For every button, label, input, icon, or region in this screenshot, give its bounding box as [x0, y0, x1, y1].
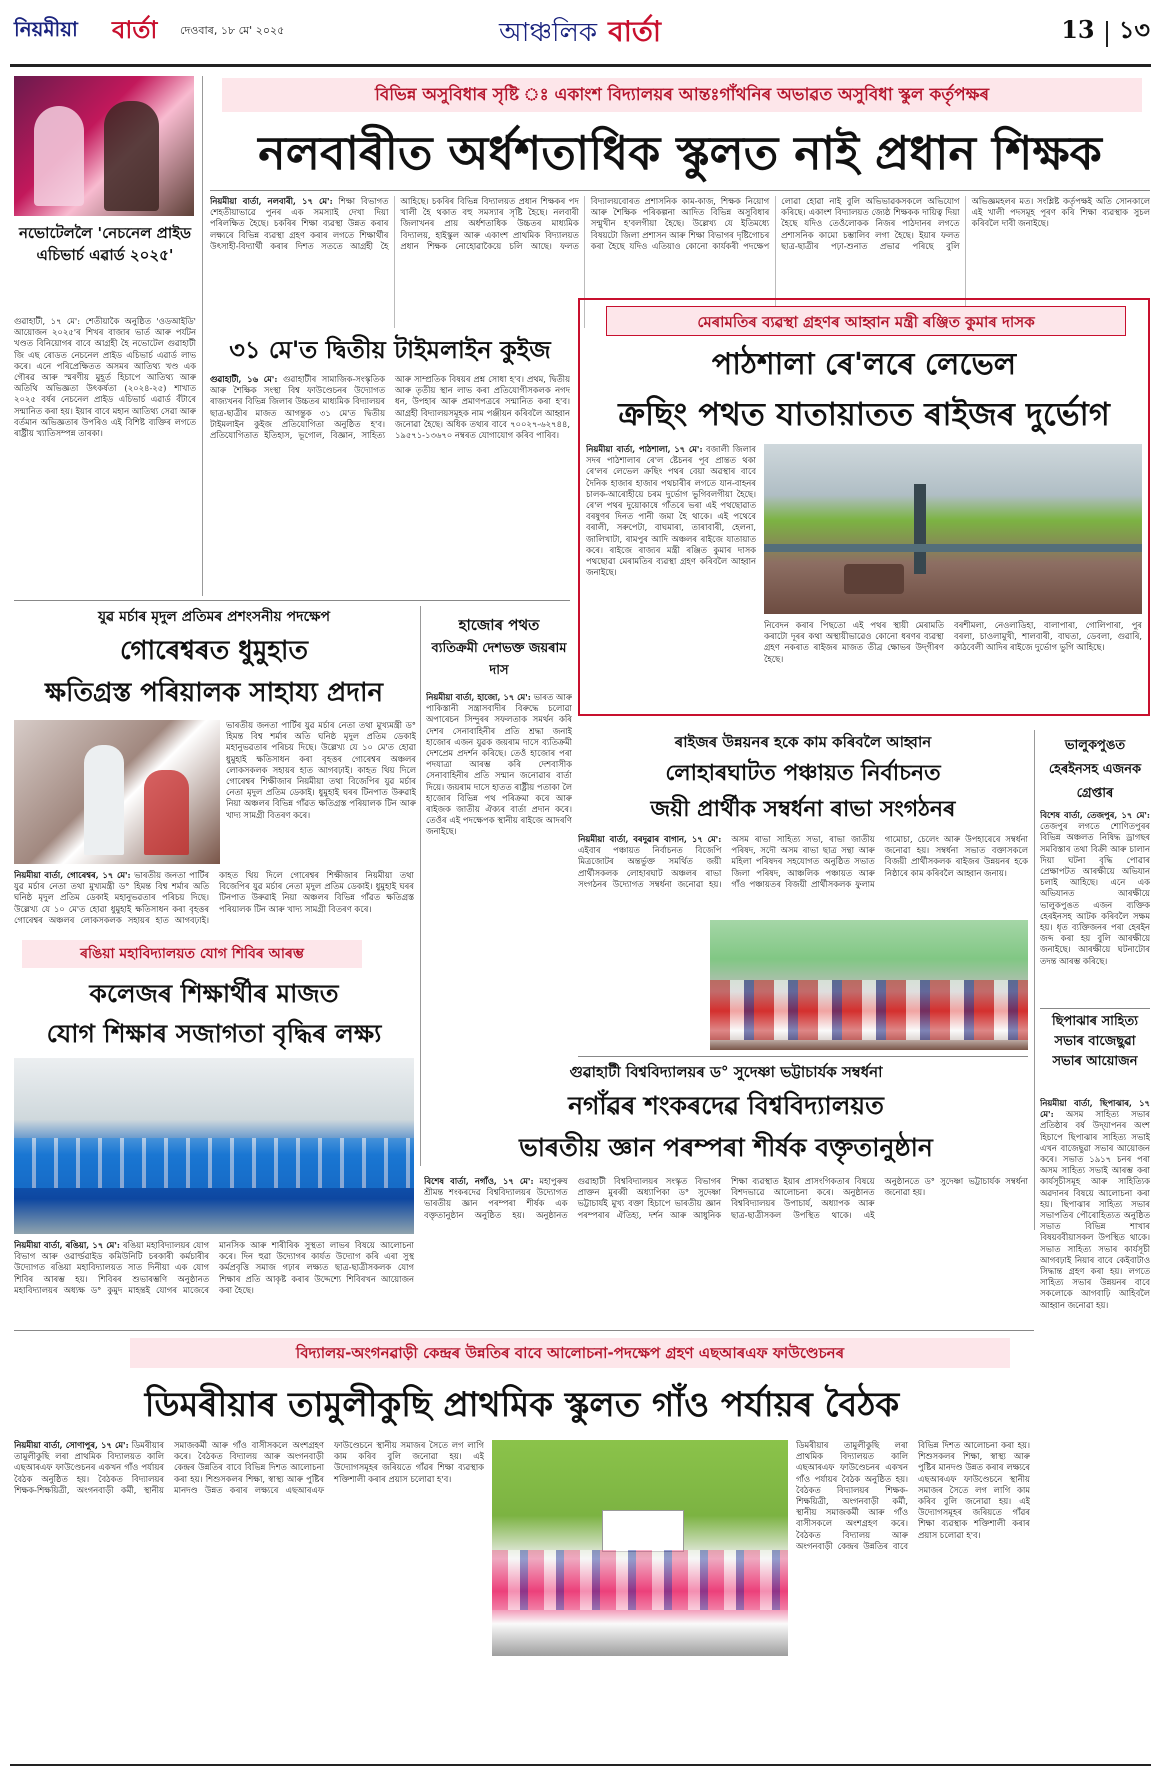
lohar-group-photo [710, 920, 1028, 1050]
yoga-headline-2: যোগ শিক্ষাৰ সজাগতা বৃদ্ধিৰ লক্ষ্য [46, 1019, 382, 1048]
hajo-kicker: হাজোৰ পথত [458, 616, 540, 634]
lohar-body: নিয়মীয়া বাৰ্তা, বৰদুৱাৰ বাগান, ১৭ মে': এইবাৰ পঞ্চায়ত নিৰ্বাচনত বিজেপি মিত্ৰজোটৰ অন্তৰ্ভুক্ত সমৰ্থিত জয়ী প্ৰাৰ্থীসকলক লোহাৰঘাট অঞ্চলৰ ৰাভা সংগঠনৰ উদ্যোগত সম্বৰ্ধনা জনোৱা হয়। অসম ৰাভা সাহিত্য সভা, ৰাভা জাতীয় পৰিষদ, সদৌ অসম ৰাভা ছাত্ৰ সন্থা আৰু মহিলা পৰিষদৰ সহযোগত অনুষ্ঠিত সভাত জিলা পৰিষদ, আঞ্চলিক পঞ্চায়ত আৰু গাঁও পঞ্চায়তৰ বিজয়ী প্ৰাৰ্থীসকলক ফুলাম গামোচা, চেলেং আৰু উপহাৰেৰে সম্বৰ্ধনা জনোৱা হয়। সম্বৰ্ধনা সভাত বক্তাসকলে বিজয়ী প্ৰাৰ্থীসকলক ৰাইজৰ উন্নয়নৰ হকে নিষ্ঠাৰে কাম কৰিবলৈ আহ্বান জনায়। [578, 834, 1028, 889]
yoga-photo [14, 1058, 414, 1234]
gu-headline-2: ভাৰতীয় জ্ঞান পৰম্পৰা শীৰ্ষক বক্তৃতানুষ্ঠান [519, 1133, 933, 1162]
award-photo [14, 76, 194, 216]
lohar-headline-2: জয়ী প্ৰাৰ্থীক সম্বৰ্ধনা ৰাভা সংগঠনৰ [650, 797, 956, 822]
goreswar-headline-1: গোৰেশ্বৰত ধুমুহাত [120, 636, 308, 666]
dimoria-headline: ডিমৰীয়াৰ তামুলীকুছি প্ৰাথমিক স্কুলত গাঁও পৰ্যায়ৰ বৈঠক [144, 1385, 900, 1425]
hajo-headline: ব্যতিক্ৰমী দেশভক্ত জয়ৰাম দাস [431, 641, 567, 678]
award-headline: নভোটেললৈ 'নেচনেল প্ৰাইড এচিভাৰ্চ এৱাৰ্ড ২০২৫' [18, 224, 192, 264]
footer-rule [10, 1764, 1151, 1766]
goreswar-headline-2: ক্ষতিগ্ৰস্ত পৰিয়ালক সাহায্য প্ৰদান [44, 678, 384, 708]
kicker-band-1: বিভিন্ন অসুবিধাৰ সৃষ্টি ঃ একাংশ বিদ্যালয়ৰ আন্তঃগাঁথনিৰ অভাৱত অসুবিধা স্কুল কৰ্তৃপক্ষৰ [222, 78, 1142, 112]
chipajhar-headline: ছিপাঝাৰ সাহিত্য সভাৰ বাজেছুৱা সভাৰ আয়োজন [1051, 1014, 1139, 1069]
brand-right: বাৰ্তা [112, 16, 158, 44]
dimoria-kicker: বিদ্যালয়-অংগনৱাড়ী কেন্দ্ৰৰ উন্নতিৰ বাবে আলোচনা-পদক্ষেপ গ্ৰহণ এছআৰএফ ফাউণ্ডেচনৰ [130, 1338, 1010, 1368]
lohar-headline-1: লোহাৰঘাটত পঞ্চায়ত নিৰ্বাচনত [665, 761, 941, 786]
goreswar-photo [14, 720, 220, 864]
masthead [0, 0, 1161, 62]
gu-kicker: গুৱাহাটী বিশ্ববিদ্যালয়ৰ ড° সুদেষ্ণা ভট্টাচাৰ্যক সম্বৰ্ধনা [569, 1063, 883, 1081]
hajo-body: নিয়মীয়া বাৰ্তা, হাজো, ১৭ মে': ভাৰত আৰু পাকিস্তানী সন্ত্ৰাসবাদীৰ বিৰুদ্ধে চলোৱা অপাৰেচন সিন্দুৰৰ সফলতাক সমৰ্থন কৰি দেশৰ সেনাবাহিনীৰ প্ৰতি শ্ৰদ্ধা জনাই হাজোৰ এজন যুৱক জয়ৰাম দাসে ব্যতিক্ৰমী দেশপ্ৰেম প্ৰদৰ্শন কৰিছে। তেওঁ হাজোৰ পৰা পদযাত্ৰা আৰম্ভ কৰি দেশবাসীক সেনাবাহিনীৰ প্ৰতি সন্মান জনোৱাৰ বাৰ্তা দিয়ে। জয়ৰাম দাসে হাতত ৰাষ্ট্ৰীয় পতাকা লৈ হাজোৰ বিভিন্ন পথ পৰিক্ৰমা কৰে আৰু ৰাইজক জাতীয় ঐক্যৰ বাৰ্তা প্ৰদান কৰে। তেওঁৰ এই পদক্ষেপক স্থানীয় ৰাইজে আদৰণি জনাইছে। [426, 692, 572, 837]
bhalukpung-body: বিশেষ বাৰ্তা, তেজপুৰ, ১৭ মে': তেজপুৰ লগতে শোণিতপুৰৰ বিভিন্ন অঞ্চলত নিষিদ্ধ ড্ৰাগছৰ সমবিস্তাৰ তথা বিক্ৰী আৰু চালান দিয়া ঘটনা বৃদ্ধি পোৱাৰ প্ৰেক্ষাপটত আৰক্ষীয়ে অভিযান চলাই আহিছে। এনে এক অভিযানত আৰক্ষীয়ে ভালুকপুঙত এজন ব্যক্তিক হেৰইনসহ আটক কৰিবলৈ সক্ষম হয়। ধৃত ব্যক্তিজনৰ পৰা হেৰইন জব্দ কৰা হয় বুলি আৰক্ষীয়ে জনাইছে। আৰক্ষীয়ে ঘটনাটোৰ তদন্ত আৰম্ভ কৰিছে। [1040, 810, 1150, 966]
rail-photo [764, 444, 1142, 614]
goreswar-kicker: যুৱ মৰ্চাৰ মৃদুল প্ৰতিমৰ প্ৰশংসনীয় পদক্ষেপ [97, 609, 331, 625]
dimoria-body-cont: ডিমৰীয়াৰ তামুলীকুছি লৰা প্ৰাথমিক বিদ্যালয়ত কালি এছআৰএফ ফাউণ্ডেচনৰ একখন গাঁও পৰ্যায়ৰ বৈঠক অনুষ্ঠিত হয়। বৈঠকত বিদ্যালয়ৰ শিক্ষক-শিক্ষয়িত্ৰী, অংগনবাড়ী কৰ্মী, স্থানীয় সমাজকৰ্মী আৰু গাঁও বাসীসকলে অংশগ্ৰহণ কৰে। বৈঠকত বিদ্যালয় আৰু অংগনবাড়ী কেন্দ্ৰৰ উন্নতিৰ বাবে বিভিন্ন দিশত আলোচনা কৰা হয়। শিশুসকলৰ শিক্ষা, স্বাস্থ্য আৰু পুষ্টিৰ মানদণ্ড উন্নত কৰাৰ লক্ষ্যৰে এছআৰএফ ফাউণ্ডেচনে স্থানীয় সমাজৰ সৈতে লগ লাগি কাম কৰিব বুলি জনোৱা হয়। এই উদ্যোগসমূহৰ জৰিয়তে গাঁৱৰ শিক্ষা ব্যৱস্থাক শক্তিশালী কৰাৰ প্ৰয়াস চলোৱা হ'ব। [796, 1440, 1030, 1551]
lohar-kicker: ৰাইজৰ উন্নয়নৰ হকে কাম কৰিবলৈ আহ্বান [674, 733, 932, 751]
goreswar-body: নিয়মীয়া বাৰ্তা, গোৰেশ্বৰ, ১৭ মে': ভাৰতীয় জনতা পাৰ্টিৰ যুৱ মৰ্চাৰ নেতা তথা মুখ্যমন্ত্ৰী ড° হিমন্ত বিশ্ব শৰ্মাৰ অতি ঘনিষ্ঠ মৃদুল প্ৰতিম ডেকাই মহানুভৱতাৰ পৰিচয় দিছে। উল্লেখ্য যে ১০ মে'ত হোৱা ধুমুহাই ক্ষতিসাধন কৰা বৃহত্তৰ গোৰেশ্বৰ অঞ্চলৰ লোকসকলক সহায়ৰ হাত আগবঢ়াই। কাহত থিয় দিলে গোৰেশ্বৰ শিক্ষীজাৰ নিয়মীয়া তথা বিজেপিৰ যুৱ মৰ্চাৰ নেতা মৃদুল প্ৰতিম ডেকাই। ধুমুহাই ঘৰৰ টিনপাত উৰুৱাই নিয়া অঞ্চলৰ বিভিন্ন গাঁৱত ক্ষতিগ্ৰস্ত পৰিয়ালক টিন আৰু খাদ্য সামগ্ৰী বিতৰণ কৰে। [14, 870, 414, 925]
rail-caption-left: নিবেদন কৰাৰ পিছতো এই পথৰ স্থায়ী মেৰামতি কৰাটো দূৰৰ কথা অস্থায়ীভাৱেও কোনো ধৰণৰ ব্যৱস্থা গ্ৰহণ নকৰাত ৰাইজৰ মাজত তীব্ৰ ক্ষোভৰ উদ্‌গীৰণ হৈছে। [764, 620, 944, 664]
col-divider [202, 76, 203, 596]
dimoria-photo [492, 1440, 788, 1656]
yoga-kicker: ৰঙিয়া মহাবিদ্যালয়ত যোগ শিবিৰ আৰম্ভ [22, 940, 362, 968]
quiz-body: গুৱাহাটী, ১৬ মে': গুৱাহাটীৰ সামাজিক-সংস্কৃতিক আৰু শৈক্ষিক সংস্থা বিশ্ব ফাউণ্ডেচনৰ উদ্যোগত ৰাজ্যখনৰ বিভিন্ন জিলাৰ উচ্চতৰ মাধ্যমিক বিদ্যালয়ৰ ছাত্ৰ-ছাত্ৰীৰ মাজত আগন্তুক ৩১ মে'ত দ্বিতীয় টাইমলাইন কুইজ প্ৰতিযোগিতা অনুষ্ঠিত হ'ব। প্ৰতিযোগিতাত ইতিহাস, ভূগোল, বিজ্ঞান, সাহিত্য আৰু সাম্প্ৰতিক বিষয়ৰ প্ৰশ্ন সোধা হ'ব। প্ৰথম, দ্বিতীয় আৰু তৃতীয় স্থান লাভ কৰা প্ৰতিযোগীসকলক নগদ ধন, উপহাৰ আৰু প্ৰমাণপত্ৰৰে সন্মানিত কৰা হ'ব। আগ্ৰহী বিদ্যালয়সমূহক নাম পঞ্জীয়ন কৰিবলৈ আহ্বান জনোৱা হৈছে। অধিক তথ্যৰ বাবে ৭০০২৭-৬২৭৪৪, ১৯৫৭১-১৩৬৭০ নম্বৰত যোগাযোগ কৰিব পাৰিব। [210, 374, 570, 441]
page-number: 13 ১৩ [1010, 12, 1150, 48]
section-title: আঞ্চলিক বাৰ্তা [499, 15, 661, 48]
bhalukpung-headline: ভালুকপুঙত হেৰইনসহ এজনক গ্ৰেপ্তাৰ [1048, 738, 1142, 801]
brand-logo [14, 12, 172, 46]
brand-left: নিয়মীয়া [14, 17, 78, 41]
yoga-body: নিয়মীয়া বাৰ্তা, ৰঙিয়া, ১৭ মে': ৰঙিয়া মহাবিদ্যালয়ৰ যোগ বিভাগ আৰু ওৱাৰ্ল্ডৱাইড কমিউনিটি চৰকাৰী কৰ্মচাৰীৰ উদ্যোগত ৰঙিয়া মহাবিদ্যালয়ত সাত দিনীয়া এক যোগ শিবিৰ আৰম্ভ হয়। শিবিৰৰ শুভাৰম্ভণি অনুষ্ঠানত মহাবিদ্যালয়ৰ অধ্যক্ষ ড° কুমুদ মাহন্তই যোগৰ মাজেৰে মানসিক আৰু শাৰীৰিক সুস্থতা লাভৰ বিষয়ে আলোচনা কৰে। দিন হুৱা উদ্যোগৰ কাৰ্যত উদ্যোগ কৰি এৰা সুস্থ কৰ্মপ্ৰবৃত্তি সমাজ গঢ়াৰ লক্ষ্যত ছাত্ৰ-ছাত্ৰীসকলক যোগ শিক্ষাৰ প্ৰতি আকৃষ্ট কৰাৰ উদ্দেশ্যে শিবিৰখন আয়োজন কৰা হৈছে। [14, 1240, 414, 1295]
lead-headline: নলবাৰীত অৰ্ধশতাধিক স্কুলত নাই প্ৰধান শিক্ষক [258, 126, 1102, 180]
issue-date: দেওবাৰ, ১৮ মে' ২০২৫ [180, 24, 285, 37]
rail-headline-2: ক্ৰছিং পথত যাতায়াতত ৰাইজৰ দুৰ্ভোগ [618, 395, 1110, 433]
masthead-rule [10, 64, 1151, 67]
dimoria-body: নিয়মীয়া বাৰ্তা, সোণাপুৰ, ১৭ মে': ডিমৰীয়াৰ তামুলীকুছি লৰা প্ৰাথমিক বিদ্যালয়ত কালি এছআৰএফ ফাউণ্ডেচনৰ একখন গাঁও পৰ্যায়ৰ বৈঠক অনুষ্ঠিত হয়। বৈঠকত বিদ্যালয়ৰ শিক্ষক-শিক্ষয়িত্ৰী, অংগনবাড়ী কৰ্মী, স্থানীয় সমাজকৰ্মী আৰু গাঁও বাসীসকলে অংশগ্ৰহণ কৰে। বৈঠকত বিদ্যালয় আৰু অংগনবাড়ী কেন্দ্ৰৰ উন্নতিৰ বাবে বিভিন্ন দিশত আলোচনা কৰা হয়। শিশুসকলৰ শিক্ষা, স্বাস্থ্য আৰু পুষ্টিৰ মানদণ্ড উন্নত কৰাৰ লক্ষ্যৰে এছআৰএফ ফাউণ্ডেচনে স্থানীয় সমাজৰ সৈতে লগ লাগি কাম কৰিব বুলি জনোৱা হয়। এই উদ্যোগসমূহৰ জৰিয়তে গাঁৱৰ শিক্ষা ব্যৱস্থাক শক্তিশালী কৰাৰ প্ৰয়াস চলোৱা হ'ব। [14, 1440, 484, 1495]
goreswar-body-cont: ভাৰতীয় জনতা পাৰ্টিৰ যুৱ মৰ্চাৰ নেতা তথা মুখ্যমন্ত্ৰী ড° হিমন্ত বিশ্ব শৰ্মাৰ অতি ঘনিষ্ঠ মৃদুল প্ৰতিম ডেকাই মহানুভৱতাৰ পৰিচয় দিছে। উল্লেখ্য যে ১০ মে'ত হোৱা ধুমুহাই ক্ষতিসাধন কৰা বৃহত্তৰ গোৰেশ্বৰ অঞ্চলৰ লোকসকলক সহায়ৰ হাত আগবঢ়াই। কাহত থিয় দিলে গোৰেশ্বৰ শিক্ষীজাৰ নিয়মীয়া তথা বিজেপিৰ যুৱ মৰ্চাৰ নেতা মৃদুল প্ৰতিম ডেকাই। ধুমুহাই ঘৰৰ টিনপাত উৰুৱাই নিয়া অঞ্চলৰ বিভিন্ন গাঁৱত ক্ষতিগ্ৰস্ত পৰিয়ালক টিন আৰু খাদ্য সামগ্ৰী বিতৰণ কৰে। [226, 720, 416, 820]
rail-headline-1: পাঠশালা ৰে'লৰে লেভেল [711, 347, 1017, 382]
gu-headline-1: নগাঁৱৰ শংকৰদেৱ বিশ্ববিদ্যালয়ত [568, 1091, 884, 1120]
rail-caption-right: বৰশীমলা, নেওলাডিহা, বালাপাৰা, গোলিপাৰা, পুৰ বৰলা, চাওলামুখী, শালবাৰী, বাঘতা, ডেবলা, গুৱাৰি, কাঠবেলী আদিৰ ৰাইজে দুৰ্ভোগ ভুগি আহিছে। [954, 620, 1142, 653]
award-body: গুৱাহাটী, ১৭ মে': শেতীয়াকৈ অনুষ্ঠিত 'ওডআইডি' আয়োজন ২০২৫'ৰ শিখৰ বাজাৰ ভাৰ্ত আৰু পৰ্যটন খণ্ডত বিনিয়োগৰ বাবে আগ্ৰহী হৈ নভোটেল গুৱাহাটী জি এছ ৰোডত নেচনেল প্ৰাইড এচিভাৰ্চ এৱাৰ্ড লাভ কৰে। এনে পৰিপ্ৰেক্ষিতত অসমৰ আতিথ্য খণ্ড এক গৌৰৱ আৰু স্মৰণীয় মুহূৰ্ত হিচাপে আতিথ্য আৰু অতিথি অভিজ্ঞতা উৎকৰ্ষতা (২০২৪-২৫) শাখাত ২০২৫ বৰ্ষৰ নেচনেল প্ৰাইড এচিভাৰ্চ এৱাৰ্ড বঁটাৰে সন্মানিত কৰা হয়। ইয়াৰ বাবে মহান আতিথ্য সেৱা আৰু বৰ্তমান অভিজ্ঞতাৰ উপৰিও এই বিশিষ্ট ব্যক্তিৰ লগতে ৰাষ্ট্ৰীয় খ্যাতিসম্পন্ন তাৰকা। [14, 316, 196, 439]
rail-body: নিয়মীয়া বাৰ্তা, পাঠশালা, ১৭ মে': বজালী জিলাৰ সদৰ পাঠশালাৰ ৰে'ল ষ্টেচনৰ পূব প্ৰান্তত থকা ৰে'লৰ লেভেল ক্ৰছিং পথৰ বেয়া অৱস্থাৰ বাবে দৈনিক হাজাৰ হাজাৰ পথচাৰীৰ লগতে যান-বাহনৰ চালক-আৰোহীয়ে চৰম দুৰ্ভোগ ভুগিবলগীয়া হৈছে। ৰে'ল পথৰ দুয়োকাষে গাঁতৰে ভৰা এই পথছোৱাত বৰষুণৰ দিনত পানী জমা হৈ থাকে। এই পথেৰে বৰালী, সৰুপেটা, বাঘমাৰা, তাৰাবাৰী, হেলনা, জালিখাটা, ৰামপুৰ আদি অঞ্চলৰ ৰাইজে যাতায়াত কৰে। ৰাইজে ৰাজ্যৰ মন্ত্ৰী ৰঞ্জিত কুমাৰ দাসক পথছোৱা মেৰামতিৰ ব্যৱস্থা গ্ৰহণ কৰিবলৈ আহ্বান জনাইছে। [586, 444, 756, 578]
chipajhar-body: নিয়মীয়া বাৰ্তা, ছিপাঝাৰ, ১৭ মে': অসম সাহিত্য সভাৰ প্ৰতিষ্ঠাৰ বৰ্ষ উদ্‌যাপনৰ অংশ হিচাপে ছিপাঝাৰ সাহিত্য সভাই এখন বাজেছুৱা সভাৰ আয়োজন কৰে। সভাত ১৯১৭ চনৰ পৰা অসম সাহিত্য সভাই আৰম্ভ কৰা কাৰ্যসূচীসমূহ আৰু সাহিত্যিক অৱদানৰ বিষয়ে আলোচনা কৰা হয়। ছিপাঝাৰ সাহিত্য সভাৰ সভাপতিৰ পৌৰোহিত্যত অনুষ্ঠিত সভাত বিভিন্ন শাখাৰ বিষয়ববীয়াসকল উপস্থিত থাকে। সভাত সাহিত্য সভাৰ কাৰ্যসূচী আগবঢ়াই নিয়াৰ বাবে কেইবাটাও সিদ্ধান্ত গ্ৰহণ কৰা হয়। লগতে সাহিত্য সভাৰ উন্নয়নৰ বাবে সকলোকে আগবাঢ়ি আহিবলৈ আহ্বান জনোৱা হয়। [1040, 1098, 1150, 1310]
yoga-headline-1: কলেজৰ শিক্ষাৰ্থীৰ মাজত [89, 979, 339, 1008]
rail-kicker: মেৰামতিৰ ব্যৱস্থা গ্ৰহণৰ আহ্বান মন্ত্ৰী ৰঞ্জিত কুমাৰ দাসক [606, 306, 1126, 336]
quiz-headline: ৩১ মে'ত দ্বিতীয় টাইমলাইন কুইজ [229, 336, 551, 364]
lead-body: নিয়মীয়া বাৰ্তা, নলবাৰী, ১৭ মে': শিক্ষা বিভাগত শেহতীয়াভাৱে পুনৰ এক সমস্যাই দেখা দিয়া পৰিলক্ষিত হৈছে। চকৰিৰ শিক্ষা ব্যৱস্থা উন্নত কৰাৰ লক্ষ্যৰে বিভিন্ন ব্যৱস্থা গ্ৰহণ কৰাৰ লগতে শিক্ষাৰ্থীৰ উৎসাহী-বিদ্যাৰ্থী কৰাৰ দিশত সততে আগ্ৰহী হৈ আহিছে। চকৰিৰ বিভিন্ন বিদ্যালয়ত প্ৰধান শিক্ষকৰ পদ খালী হৈ থকাত বহু সমস্যাৰ সৃষ্টি হৈছে। নলবাৰী জিলাখনৰ প্ৰায় অৰ্ধশতাধিক উচ্চতৰ মাধ্যমিক বিদ্যালয়, হাইস্কুল আৰু একাংশ প্ৰাথমিক বিদ্যালয়ত প্ৰধান শিক্ষক নোহোৱাকৈয়ে চলি আছে। ফলত বিদ্যালয়বোৰত প্ৰশাসনিক কাম-কাজ, শিক্ষক নিয়োগ আৰু শৈক্ষিক পৰিকল্পনা আদিত বিভিন্ন অসুবিধাৰ সন্মুখীন হ'বলগীয়া হৈছে। উল্লেখ্য যে ইতিমধ্যে বিষয়টো জিলা প্ৰশাসন আৰু শিক্ষা বিভাগৰ দৃষ্টিগোচৰ কৰা হৈছে যদিও এতিয়াও কোনো কাৰ্যকৰী পদক্ষেপ লোৱা হোৱা নাই বুলি অভিভাৱকসকলে অভিযোগ কৰিছে। একাংশ বিদ্যালয়ত জ্যেষ্ঠ শিক্ষকক দায়িত্ব দিয়া হৈছে যদিও তেওঁলোকক নিজৰ পাঠদানৰ লগতে প্ৰশাসনিক কামো চম্ভালিব লগা হৈছে। ইয়াৰ ফলত ছাত্ৰ-ছাত্ৰীৰ পঢ়া-শুনাত প্ৰভাৱ পৰিছে বুলি অভিজ্ঞমহলৰ মত। সংশ্লিষ্ট কৰ্তৃপক্ষই অতি সোনকালে এই খালী পদসমূহ পূৰণ কৰি শিক্ষা ব্যৱস্থাক সুচল কৰিবলৈ দাবী জনাইছে। [210, 196, 1150, 251]
gu-body: বিশেষ বাৰ্তা, নগাঁও, ১৭ মে': মহাপুৰুষ শ্ৰীমন্ত শংকৰদেৱ বিশ্ববিদ্যালয়ৰ উদ্যোগত ভাৰতীয় জ্ঞান পৰম্পৰা শীৰ্ষক এক বক্তৃতানুষ্ঠান অনুষ্ঠিত হয়। অনুষ্ঠানত গুৱাহাটী বিশ্ববিদ্যালয়ৰ সংস্কৃত বিভাগৰ প্ৰাক্তন মুৰব্বী অধ্যাপিকা ড° সুদেষ্ণা ভট্টাচাৰ্যই মুখ্য বক্তা হিচাপে ভাৰতীয় জ্ঞান পৰম্পৰাৰ ঐতিহ্য, দৰ্শন আৰু আধুনিক শিক্ষা ব্যৱস্থাত ইয়াৰ প্ৰাসংগিকতাৰ বিষয়ে বিশদভাৱে আলোচনা কৰে। অনুষ্ঠানত বিশ্ববিদ্যালয়ৰ উপাচাৰ্য, অধ্যাপক আৰু ছাত্ৰ-ছাত্ৰীসকল উপস্থিত থাকে। এই অনুষ্ঠানতে ড° সুদেষ্ণা ভট্টাচাৰ্যক সম্বৰ্ধনা জনোৱা হয়। [424, 1176, 1028, 1220]
